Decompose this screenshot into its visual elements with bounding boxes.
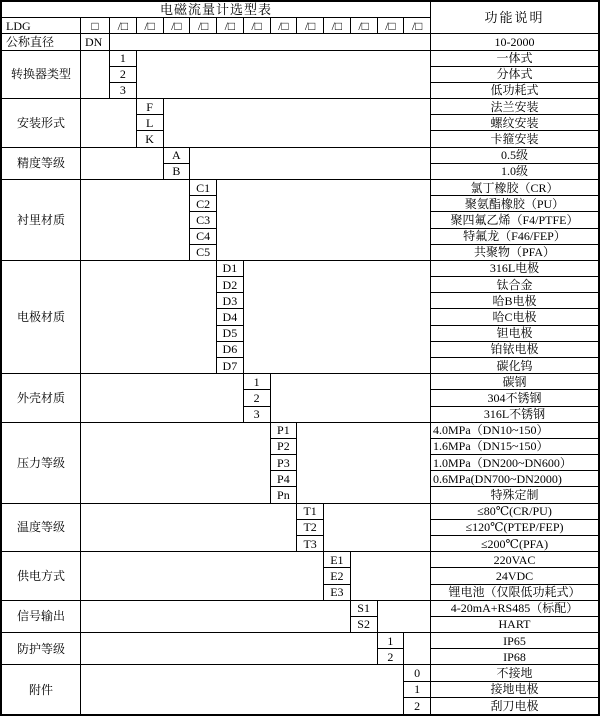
empty-cell xyxy=(324,504,431,553)
empty-cell xyxy=(81,665,404,714)
code-cell: 1 xyxy=(110,51,137,67)
model-slot-code-box: /□ xyxy=(137,18,164,34)
model-slot-code-box: /□ xyxy=(351,18,378,34)
description-cell: 0.5级 xyxy=(431,148,598,164)
empty-cell xyxy=(81,633,378,665)
description-cell: 法兰安装 xyxy=(431,99,598,115)
description-cell: 1.0级 xyxy=(431,164,598,180)
code-cell: 1 xyxy=(404,682,431,698)
code-cell: 0 xyxy=(404,665,431,681)
code-cell: D5 xyxy=(217,326,244,342)
model-slot-code-box: /□ xyxy=(217,18,244,34)
description-cell: 4.0MPa（DN10~150） xyxy=(431,423,598,439)
table-title: 电磁流量计选型表 xyxy=(2,2,431,18)
empty-cell xyxy=(81,374,244,423)
code-cell: DN xyxy=(81,34,110,50)
empty-cell xyxy=(271,374,432,423)
parameter-label: 安装形式 xyxy=(2,99,81,148)
empty-cell xyxy=(217,180,431,261)
code-cell: F xyxy=(137,99,164,115)
code-cell: P3 xyxy=(271,455,298,471)
parameter-label: 电极材质 xyxy=(2,261,81,374)
code-cell: P2 xyxy=(271,439,298,455)
description-cell: 共聚物（PFA） xyxy=(431,245,598,261)
empty-cell xyxy=(81,99,137,148)
description-cell: 1.0MPa（DN200~DN600） xyxy=(431,455,598,471)
code-cell: D2 xyxy=(217,277,244,293)
description-cell: IP68 xyxy=(431,649,598,665)
code-cell: K xyxy=(137,131,164,147)
parameter-label: 供电方式 xyxy=(2,552,81,601)
description-cell: 低功耗式 xyxy=(431,83,598,99)
model-prefix: LDG xyxy=(2,18,81,34)
empty-cell xyxy=(81,261,217,374)
description-cell: 哈C电极 xyxy=(431,309,598,325)
model-slot-code-box: /□ xyxy=(164,18,191,34)
code-cell: D3 xyxy=(217,293,244,309)
description-cell: ≤120℃(PTEP/FEP) xyxy=(431,520,598,536)
model-slot-code-box: /□ xyxy=(244,18,271,34)
model-slot-code-box: /□ xyxy=(404,18,431,34)
empty-cell xyxy=(110,34,431,50)
description-cell: 316L不锈钢 xyxy=(431,407,598,423)
function-description-header: 功能说明 xyxy=(431,2,598,34)
model-base-code-box: □ xyxy=(81,18,110,34)
parameter-label: 温度等级 xyxy=(2,504,81,553)
empty-cell xyxy=(164,99,432,148)
parameter-label: 转换器类型 xyxy=(2,51,81,100)
empty-cell xyxy=(81,148,164,180)
empty-cell xyxy=(81,601,351,633)
parameter-label: 附件 xyxy=(2,665,81,714)
code-cell: T3 xyxy=(297,536,324,552)
empty-cell xyxy=(81,504,297,553)
empty-cell xyxy=(137,51,431,100)
code-cell: D1 xyxy=(217,261,244,277)
description-cell: 10-2000 xyxy=(431,34,598,50)
code-cell: D6 xyxy=(217,342,244,358)
description-cell: 螺纹安装 xyxy=(431,115,598,131)
description-cell: 接地电极 xyxy=(431,682,598,698)
code-cell: D7 xyxy=(217,358,244,374)
description-cell: 聚四氟乙烯（F4/PTFE） xyxy=(431,212,598,228)
code-cell: 2 xyxy=(110,67,137,83)
empty-cell xyxy=(378,601,432,633)
code-cell: E1 xyxy=(324,552,351,568)
description-cell: 316L电极 xyxy=(431,261,598,277)
code-cell: D4 xyxy=(217,309,244,325)
description-cell: 特殊定制 xyxy=(431,487,598,503)
parameter-label: 外壳材质 xyxy=(2,374,81,423)
description-cell: 分体式 xyxy=(431,67,598,83)
code-cell: C1 xyxy=(190,180,217,196)
model-slot-code-box: /□ xyxy=(271,18,298,34)
code-cell: C5 xyxy=(190,245,217,261)
description-cell: 220VAC xyxy=(431,552,598,568)
code-cell: T2 xyxy=(297,520,324,536)
description-cell: ≤80℃(CR/PU) xyxy=(431,504,598,520)
description-cell: ≤200℃(PFA) xyxy=(431,536,598,552)
description-cell: HART xyxy=(431,617,598,633)
code-cell: A xyxy=(164,148,191,164)
description-cell: 钽电极 xyxy=(431,326,598,342)
parameter-label: 公称直径 xyxy=(2,34,81,50)
description-cell: 一体式 xyxy=(431,51,598,67)
code-cell: L xyxy=(137,115,164,131)
empty-cell xyxy=(297,423,431,504)
model-slot-code-box: /□ xyxy=(378,18,405,34)
description-cell: 304不锈钢 xyxy=(431,390,598,406)
code-cell: C4 xyxy=(190,229,217,245)
model-slot-code-box: /□ xyxy=(324,18,351,34)
parameter-label: 压力等级 xyxy=(2,423,81,504)
parameter-label: 信号输出 xyxy=(2,601,81,633)
code-cell: 2 xyxy=(378,649,405,665)
description-cell: 24VDC xyxy=(431,568,598,584)
description-cell: 碳化钨 xyxy=(431,358,598,374)
code-cell: Pn xyxy=(271,487,298,503)
description-cell: 1.6MPa（DN15~150） xyxy=(431,439,598,455)
description-cell: 碳钢 xyxy=(431,374,598,390)
code-cell: 3 xyxy=(110,83,137,99)
description-cell: IP65 xyxy=(431,633,598,649)
code-cell: 1 xyxy=(244,374,271,390)
code-cell: C3 xyxy=(190,212,217,228)
model-slot-code-box: /□ xyxy=(297,18,324,34)
code-cell: S2 xyxy=(351,617,378,633)
code-cell: 3 xyxy=(244,407,271,423)
description-cell: 铂铱电极 xyxy=(431,342,598,358)
description-cell: 锂电池（仅限低功耗式） xyxy=(431,585,598,601)
code-cell: 2 xyxy=(244,390,271,406)
description-cell: 刮刀电极 xyxy=(490,698,539,713)
code-cell: E2 xyxy=(324,568,351,584)
description-cell: 钛合金 xyxy=(431,277,598,293)
empty-cell xyxy=(81,552,324,601)
description-cell: 特氟龙（F46/FEP） xyxy=(431,229,598,245)
description-cell: 哈B电极 xyxy=(431,293,598,309)
description-cell: 4-20mA+RS485（标配） xyxy=(431,601,598,617)
empty-cell xyxy=(351,552,431,601)
description-cell: 不接地 xyxy=(431,665,598,681)
parameter-label: 衬里材质 xyxy=(2,180,81,261)
description-cell: 氯丁橡胶（CR） xyxy=(431,180,598,196)
code-cell: E3 xyxy=(324,585,351,601)
model-slot-code-box: /□ xyxy=(190,18,217,34)
empty-cell xyxy=(81,180,190,261)
parameter-label: 防护等级 xyxy=(2,633,81,665)
description-cell: 卡箍安装 xyxy=(431,131,598,147)
code-cell: T1 xyxy=(297,504,324,520)
empty-cell xyxy=(81,51,110,100)
code-cell: C2 xyxy=(190,196,217,212)
code-cell: P4 xyxy=(271,471,298,487)
empty-cell xyxy=(81,423,271,504)
parameter-label: 精度等级 xyxy=(2,148,81,180)
description-cell: 聚氨酯橡胶（PU） xyxy=(431,196,598,212)
empty-cell xyxy=(404,633,431,665)
code-cell: S1 xyxy=(351,601,378,617)
code-cell: B xyxy=(164,164,191,180)
code-cell: P1 xyxy=(271,423,298,439)
description-cell: 0.6MPa(DN700~DN2000) xyxy=(431,471,598,487)
empty-cell xyxy=(190,148,431,180)
empty-cell xyxy=(244,261,431,374)
code-cell: 2 xyxy=(404,698,431,714)
code-cell: 1 xyxy=(378,633,405,649)
model-slot-code-box: /□ xyxy=(110,18,137,34)
